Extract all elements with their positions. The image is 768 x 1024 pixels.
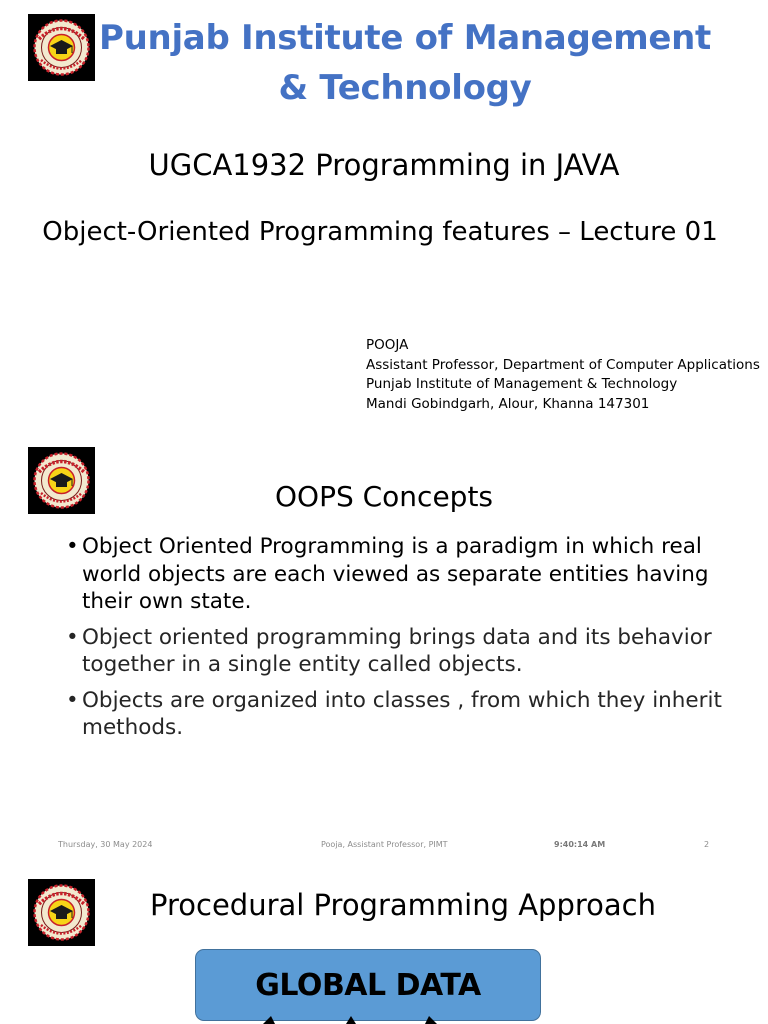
bullet-list <box>66 533 756 750</box>
bullet-item: • Object Oriented Programming is a paradigm in which real world objects are each viewed as separate entities having their own state. <box>66 533 756 616</box>
footer-author: Pooja, Assistant Professor, PIMT <box>321 840 448 849</box>
title-slide <box>0 0 768 425</box>
global-data-label: GLOBAL DATA <box>255 967 481 1003</box>
footer-time: 9:40:14 AM <box>554 840 606 849</box>
author-institute: Punjab Institute of Management & Technology <box>366 376 678 392</box>
footer-date: Thursday, 30 May 2024 <box>58 840 153 849</box>
slide-title: OOPS Concepts <box>274 480 494 513</box>
institute-logo-icon <box>28 879 95 946</box>
author-block <box>366 336 760 414</box>
institute-title: Punjab Institute of Management & Technology <box>99 18 711 108</box>
oops-concepts-slide <box>0 437 768 862</box>
procedural-approach-slide <box>0 869 768 1024</box>
bullet-item: • Object oriented programming brings data and its behavior together in a single entity called objects. <box>66 624 756 679</box>
author-designation: Assistant Professor, Department of Computer Applications <box>366 356 760 373</box>
institute-logo-icon <box>28 14 95 81</box>
slide-number: 2 <box>704 840 710 849</box>
lecture-title: Object-Oriented Programming features – Lecture 01 <box>42 217 718 247</box>
author-name: POOJA <box>366 337 409 353</box>
course-title: UGCA1932 Programming in JAVA <box>148 148 620 182</box>
slide-title: Procedural Programming Approach <box>150 888 656 922</box>
bullet-item: • Objects are organized into classes , from which they inherit methods. <box>66 687 756 742</box>
author-address: Mandi Gobindgarh, Alour, Khanna 147301 <box>366 395 650 412</box>
arrow-heads-icon <box>0 1009 768 1024</box>
